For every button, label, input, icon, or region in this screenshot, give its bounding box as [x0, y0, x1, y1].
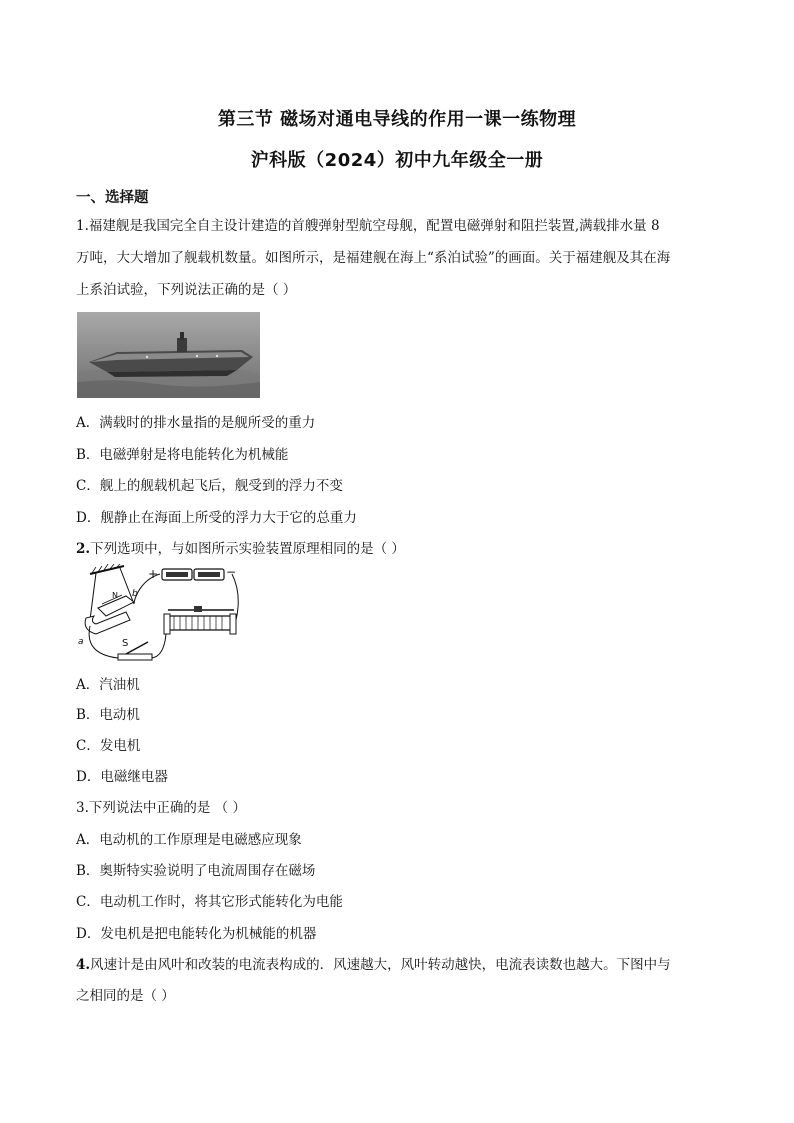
- q2-stem-text: 下列选项中，与如图所示实验装置原理相同的是（ ）: [90, 541, 405, 557]
- circuit-illustration: [76, 564, 241, 664]
- magnet-n-label: N: [112, 591, 118, 600]
- q3-option-a: A．电动机的工作原理是电磁感应现象: [76, 832, 302, 848]
- aircraft-carrier-photo: [77, 312, 260, 398]
- q1-option-d: D．舰静止在海面上所受的浮力大于它的总重力: [76, 510, 357, 526]
- q2-option-d: D．电磁继电器: [76, 769, 168, 785]
- q4-number: 4.: [76, 957, 91, 973]
- carrier-illustration: [77, 312, 260, 398]
- q1-stem-line2: 万吨，大大增加了舰载机数量。如图所示，是福建舰在海上“系泊试验”的画面。关于福建舰及其在海: [76, 250, 671, 266]
- label-b: b: [132, 589, 138, 599]
- q3-stem: 3.下列说法中正确的是 （ ）: [76, 800, 246, 816]
- q2-number: 2.: [76, 541, 91, 557]
- doc-title-line1: 第三节 磁场对通电导线的作用一课一练物理: [217, 109, 577, 130]
- experiment-circuit-diagram: [76, 564, 241, 664]
- q3-option-d: D．发电机是把电能转化为机械能的机器: [76, 926, 317, 942]
- section-heading: 一、选择题: [76, 190, 149, 206]
- q1-option-c: C．舰上的舰载机起飞后，舰受到的浮力不变: [76, 478, 343, 494]
- q3-option-c: C．电动机工作时，将其它形式能转化为电能: [76, 894, 343, 910]
- battery-minus-label: −: [226, 565, 237, 579]
- label-a: a: [78, 637, 84, 647]
- q4-stem-line1: [76, 956, 671, 974]
- switch-label: S: [122, 638, 129, 649]
- q1-option-a: A．满载时的排水量指的是舰所受的重力: [76, 415, 316, 431]
- q2-option-b: B．电动机: [76, 707, 140, 723]
- q2-option-c: C．发电机: [76, 738, 141, 754]
- q4-stem-line2: 之相同的是（ ）: [76, 988, 175, 1004]
- q2-option-a: A．汽油机: [76, 677, 140, 693]
- q2-stem: [76, 540, 405, 558]
- q1-stem-line1: 1.福建舰是我国完全自主设计建造的首艘弹射型航空母舰，配置电磁弹射和阻拦装置,满载排水量 8: [76, 218, 660, 234]
- doc-title-line2: 沪科版（2024）初中九年级全一册: [250, 150, 544, 171]
- q3-option-b: B．奥斯特实验说明了电流周围存在磁场: [76, 863, 316, 879]
- battery-plus-label: +: [148, 567, 159, 581]
- q1-stem-line3: 上系泊试验，下列说法正确的是（ ）: [76, 282, 297, 298]
- q1-option-b: B．电磁弹射是将电能转化为机械能: [76, 447, 289, 463]
- q4-stem-text: 风速计是由风叶和改装的电流表构成的．风速越大，风叶转动越快，电流表读数也越大。下图中与: [90, 957, 671, 973]
